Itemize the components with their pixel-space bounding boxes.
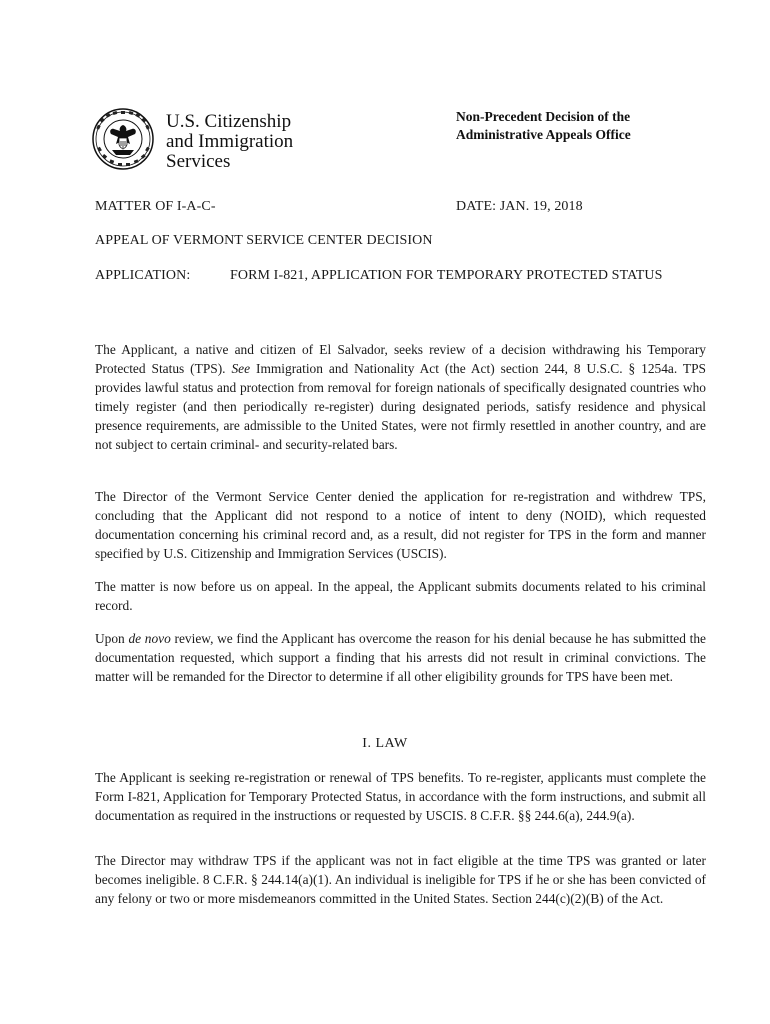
paragraph-2-text: The Director of the Vermont Service Center denied the application for re-registration and withdrew TPS, concluding that the Applicant did not respond to a notice of intent to deny (NOID), which requested documentation concerning his criminal record and, as a result, did not register for TPS in the form and manner specified by U.S. Citizenship and Immigration Services (USCIS). bbox=[95, 489, 706, 561]
dhs-seal-icon bbox=[92, 108, 154, 170]
paragraph-4-text-b: review, we find the Applicant has overcome the reason for his denial because he has submitted the documentation requested, which support a finding that his arrests did not result in criminal convictions. The matter will be remanded for the Director to determine if all other eligibility grounds for TPS have been met. bbox=[95, 631, 706, 684]
application-label: APPLICATION: bbox=[95, 268, 191, 283]
agency-name-line-3: Services bbox=[166, 151, 231, 172]
paragraph-1-text-b: Immigration and Nationality Act (the Act) section 244, 8 U.S.C. § 1254a. TPS provides lawful status and protection from removal for foreign nationals of specifically designated countries who timely register (and then periodically re-register) during designated periods, satisfy residence and physical presence requirements, are admissible to the United States, were not firmly resettled in another country, and are not subject to certain criminal- and security-related bars. bbox=[95, 361, 706, 452]
paragraph-4 bbox=[95, 629, 706, 686]
paragraph-1 bbox=[95, 340, 706, 454]
decision-type-line-2: Administrative Appeals Office bbox=[456, 127, 631, 142]
decision-type bbox=[456, 108, 631, 144]
paragraph-5 bbox=[95, 768, 706, 825]
decision-type-line-1: Non-Precedent Decision of the bbox=[456, 109, 631, 124]
section-heading-law: I. LAW bbox=[362, 736, 408, 751]
matter-name: MATTER OF I-A-C- bbox=[95, 199, 216, 214]
paragraph-4-text-a: Upon bbox=[95, 631, 129, 646]
paragraph-4-de-novo: de novo bbox=[128, 631, 171, 646]
agency-name-line-1: U.S. Citizenship bbox=[166, 111, 292, 132]
agency-name-line-2: and Immigration bbox=[166, 131, 294, 152]
paragraph-1-text-a: The Applicant, a native and citizen of El Salvador, seeks review of a decision withdrawing his Temporary Protected Status (TPS). bbox=[95, 342, 706, 376]
paragraph-5-text: The Applicant is seeking re-registration or renewal of TPS benefits. To re-register, applicants must complete the Form I-821, Application for Temporary Protected Status, in accordance with the form instructions, and submit all documentation as required in the instructions or requested by USCIS. 8 C.F.R. §§ 244.6(a), 244.9(a). bbox=[95, 770, 706, 823]
application-value: FORM I-821, APPLICATION FOR TEMPORARY PROTECTED STATUS bbox=[230, 268, 663, 283]
paragraph-3 bbox=[95, 577, 706, 615]
decision-date: DATE: JAN. 19, 2018 bbox=[456, 199, 583, 214]
agency-name bbox=[166, 112, 293, 172]
paragraph-6 bbox=[95, 851, 706, 908]
paragraph-2 bbox=[95, 487, 706, 563]
paragraph-3-text: The matter is now before us on appeal. In the appeal, the Applicant submits documents related to his criminal record. bbox=[95, 579, 706, 613]
appeal-title: APPEAL OF VERMONT SERVICE CENTER DECISION bbox=[95, 233, 433, 248]
paragraph-6-text: The Director may withdraw TPS if the applicant was not in fact eligible at the time TPS was granted or later becomes ineligible. 8 C.F.R. § 244.14(a)(1). An individual is ineligible for TPS if he or she has been convicted of any felony or two or more misdemeanors committed in the United States. Section 244(c)(2)(B) of the Act. bbox=[95, 853, 706, 906]
paragraph-1-see: See bbox=[231, 361, 251, 376]
